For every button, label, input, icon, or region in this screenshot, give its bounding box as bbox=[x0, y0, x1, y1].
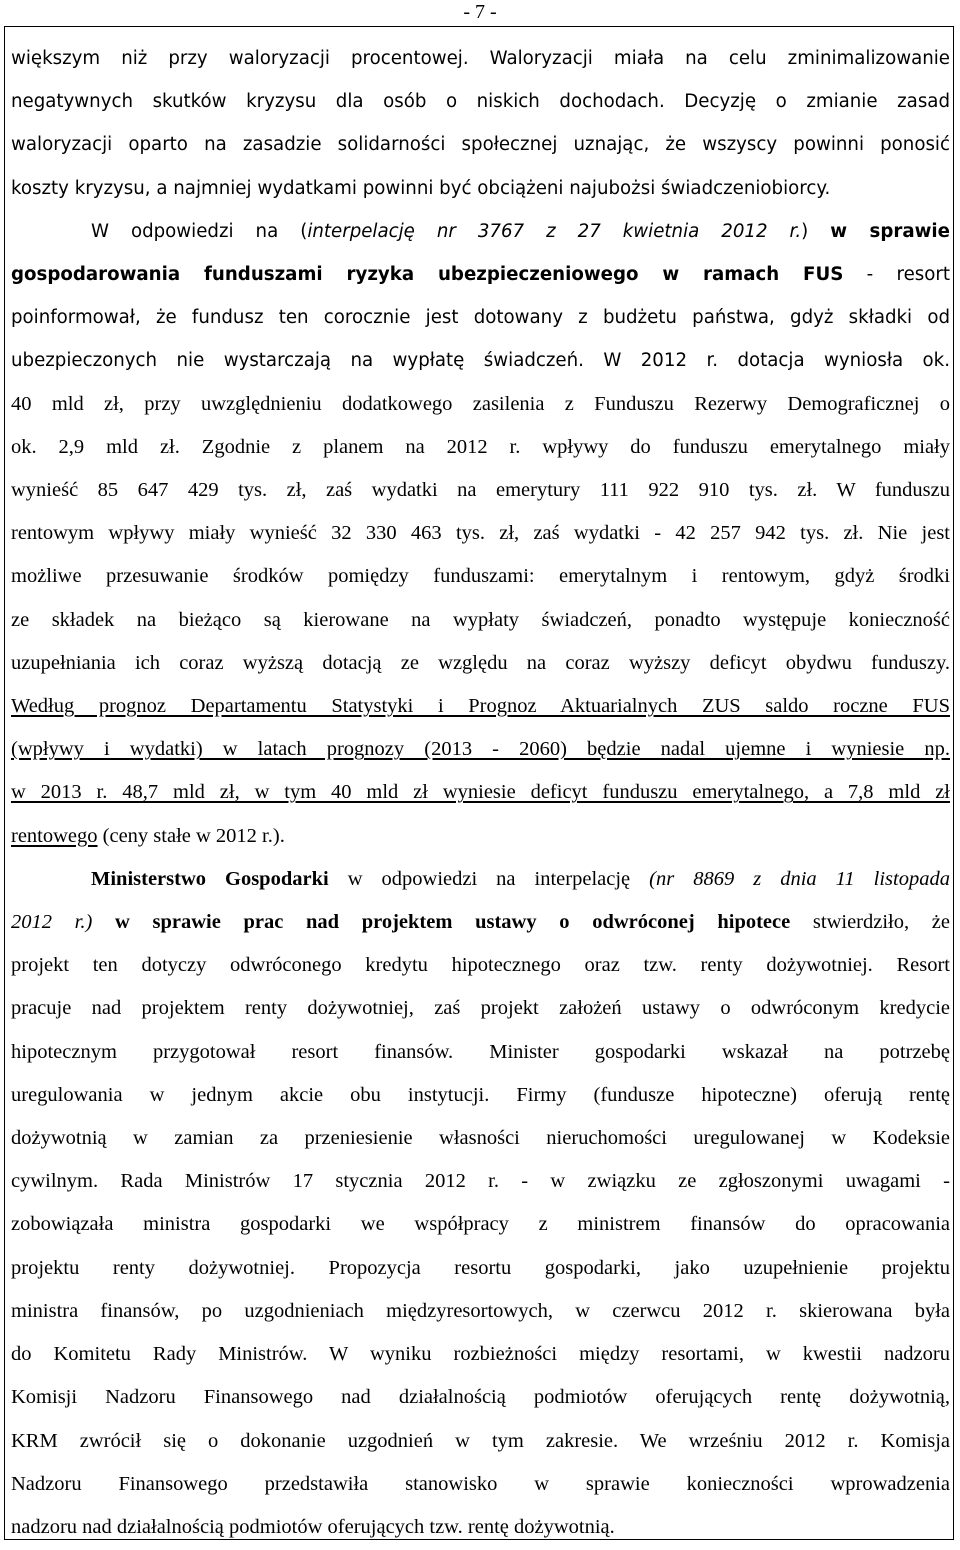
text-line bbox=[11, 944, 950, 987]
text-line bbox=[11, 426, 950, 469]
text-run: zobowiązała ministra gospodarki we współpracy z ministrem finansów do opracowania bbox=[11, 1213, 950, 1236]
underlined-forecast: rentowego bbox=[11, 824, 98, 847]
text-run: większym niż przy waloryzacji procentowej. Waloryzacji miała na celu zminimalizowanie bbox=[11, 48, 950, 69]
text-line bbox=[11, 771, 950, 814]
text-run: ze składek na bieżąco są kierowane na wypłaty świadczeń, ponadto występuje konieczność bbox=[11, 608, 950, 631]
paragraph-hipoteka bbox=[11, 858, 950, 1549]
text-run: Komisji Nadzoru Finansowego nad działalnością podmiotów oferujących rentę dożywotnią, bbox=[11, 1386, 950, 1409]
text-line bbox=[11, 383, 950, 426]
document-body bbox=[11, 37, 950, 1549]
text-line bbox=[11, 1376, 950, 1419]
text-line bbox=[11, 253, 950, 296]
text-run: do Komitetu Rady Ministrów. W wyniku rozbieżności między resortami, w kwestii nadzoru bbox=[11, 1343, 950, 1366]
text-line bbox=[11, 512, 950, 555]
interpellation-reference: 2012 r.) bbox=[11, 911, 93, 934]
text-line bbox=[11, 1203, 950, 1246]
text-line bbox=[11, 901, 950, 944]
text-line bbox=[11, 1247, 950, 1290]
text-run: ministra finansów, po uzgodnieniach międzyresortowych, w czerwcu 2012 r. skierowana była bbox=[11, 1299, 950, 1322]
text-line bbox=[11, 1117, 950, 1160]
text-line bbox=[11, 858, 950, 901]
text-line bbox=[11, 1031, 950, 1074]
underlined-forecast: (wpływy i wydatki) w latach prognozy (2013 - 2060) będzie nadal ujemne i wyniesie np. bbox=[11, 738, 950, 761]
text-run: możliwe przesuwanie środków pomiędzy funduszami: emerytalnym i rentowym, gdyż środki bbox=[11, 565, 950, 588]
text-run: Nadzoru Finansowego przedstawiła stanowisko w sprawie konieczności wprowadzenia bbox=[11, 1472, 950, 1495]
text-run: cywilnym. Rada Ministrów 17 stycznia 2012 r. - w związku ze zgłoszonymi uwagami - bbox=[11, 1170, 950, 1193]
text-run: hipotecznym przygotował resort finansów. Minister gospodarki wskazał na potrzebę bbox=[11, 1040, 950, 1063]
text-line bbox=[11, 1333, 950, 1376]
text-run bbox=[92, 911, 115, 933]
text-line bbox=[11, 123, 950, 166]
text-line bbox=[11, 1506, 950, 1549]
text-run: ) bbox=[801, 220, 831, 242]
text-run: (ceny stałe w 2012 r.). bbox=[97, 824, 285, 847]
text-line bbox=[11, 815, 950, 858]
text-line bbox=[11, 80, 950, 123]
text-line bbox=[11, 642, 950, 685]
text-run: dożywotnią w zamian za przeniesienie własności nieruchomości uregulowanej w Kodeksie bbox=[11, 1127, 950, 1150]
text-run: pracuje nad projektem renty dożywotniej, zaś projekt założeń ustawy o odwróconym kredycie bbox=[11, 997, 950, 1020]
text-run: projektu renty dożywotniej. Propozycja resortu gospodarki, jako uzupełnienie projektu bbox=[11, 1256, 950, 1279]
text-line bbox=[11, 1290, 950, 1333]
text-line bbox=[11, 685, 950, 728]
page-number: - 7 - bbox=[463, 1, 497, 23]
text-line bbox=[11, 1420, 950, 1463]
paragraph-fus bbox=[11, 210, 950, 858]
text-run: uzupełniania ich coraz wyższą dotacją ze względu na coraz wyższy deficyt obydwu funduszy. bbox=[11, 651, 950, 674]
text-line bbox=[11, 1074, 950, 1117]
text-line bbox=[11, 987, 950, 1030]
text-line bbox=[11, 599, 950, 642]
text-line bbox=[11, 728, 950, 771]
text-run: waloryzacji oparto na zasadzie solidarności społecznej uznając, że wszyscy powinni ponosić bbox=[11, 134, 950, 156]
text-run: wynieść 85 647 429 tys. zł, zaś wydatki na emerytury 111 922 910 tys. zł. W funduszu bbox=[11, 479, 950, 502]
text-line bbox=[11, 296, 950, 339]
text-run: stwierdziło, że bbox=[790, 911, 950, 934]
text-line bbox=[11, 37, 950, 80]
text-run: W odpowiedzi na ( bbox=[91, 220, 308, 242]
text-run: poinformował, że fundusz ten corocznie jest dotowany z budżetu państwa, gdyż składki od bbox=[11, 307, 950, 329]
text-run: nadzoru nad działalnością podmiotów oferujących tzw. rentę dożywotnią. bbox=[11, 1515, 615, 1538]
ministry-name: Ministerstwo Gospodarki bbox=[91, 867, 329, 890]
text-line bbox=[11, 1463, 950, 1506]
text-run: projekt ten dotyczy odwróconego kredytu hipotecznego oraz tzw. renty dożywotniej. Resort bbox=[11, 954, 950, 977]
text-line bbox=[11, 1160, 950, 1203]
interpellation-reference: interpelację nr 3767 z 27 kwietnia 2012 r. bbox=[307, 220, 802, 242]
text-run: rentowym wpływy miały wynieść 32 330 463 tys. zł, zaś wydatki - 42 257 942 tys. zł. Nie jest bbox=[11, 522, 950, 545]
text-line bbox=[11, 210, 950, 253]
subject-bold: w sprawie bbox=[830, 220, 950, 242]
text-run: - resort bbox=[843, 264, 950, 286]
text-line bbox=[11, 555, 950, 598]
underlined-forecast: w 2013 r. 48,7 mld zł, w tym 40 mld zł wyniesie deficyt funduszu emerytalnego, a 7,8 mld zł bbox=[11, 781, 950, 804]
text-line bbox=[11, 469, 950, 512]
text-line bbox=[11, 339, 950, 382]
underlined-forecast: Według prognoz Departamentu Statystyki i Prognoz Aktuarialnych ZUS saldo roczne FUS bbox=[11, 695, 950, 718]
subject-bold: gospodarowania funduszami ryzyka ubezpieczeniowego w ramach FUS bbox=[11, 264, 844, 286]
text-run: ubezpieczonych nie wystarczają na wypłatę świadczeń. W 2012 r. dotacja wyniosła ok. bbox=[11, 350, 950, 372]
text-run: ok. 2,9 mld zł. Zgodnie z planem na 2012 r. wpływy do funduszu emerytalnego miały bbox=[11, 435, 950, 458]
text-run: w odpowiedzi na interpelację bbox=[328, 867, 650, 890]
text-run: 40 mld zł, przy uwzględnieniu dodatkowego zasilenia z Funduszu Rezerwy Demograficznej o bbox=[11, 392, 950, 415]
text-run: uregulowania w jednym akcie obu instytucji. Firmy (fundusze hipoteczne) oferują rentę bbox=[11, 1083, 950, 1106]
text-run: KRM zwrócił się o dokonanie uzgodnień w tym zakresie. We wrześniu 2012 r. Komisja bbox=[11, 1429, 950, 1452]
paragraph-waloryzacja bbox=[11, 37, 950, 210]
interpellation-reference: (nr 8869 z dnia 11 listopada bbox=[649, 867, 950, 890]
text-run: negatywnych skutków kryzysu dla osób o niskich dochodach. Decyzję o zmianie zasad bbox=[11, 91, 950, 113]
subject-bold: w sprawie prac nad projektem ustawy o odwróconej hipotece bbox=[115, 911, 791, 934]
text-run: koszty kryzysu, a najmniej wydatkami powinni być obciążeni najubożsi świadczeniobiorcy. bbox=[11, 177, 831, 199]
text-line bbox=[11, 167, 950, 210]
